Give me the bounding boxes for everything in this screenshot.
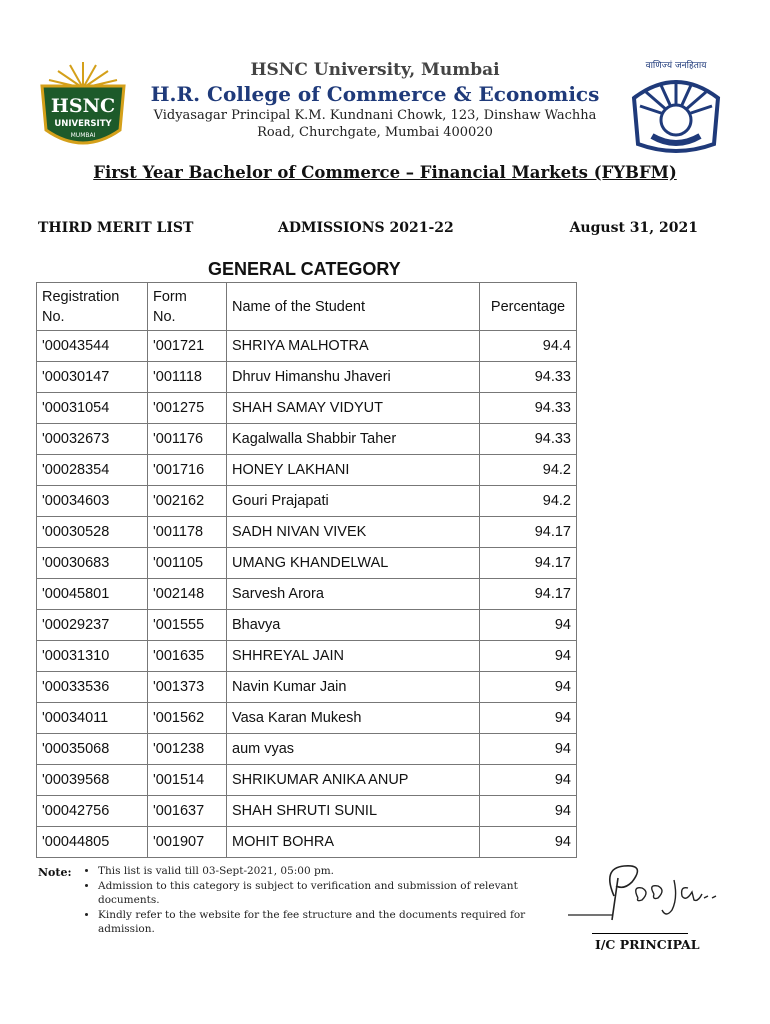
note-item: • Admission to this category is subject to verification and submission of relevant documents. (98, 879, 558, 907)
cell-student-name: UMANG KHANDELWAL (227, 548, 480, 579)
cell-form-no: '001373 (148, 672, 227, 703)
cell-form-no: '001716 (148, 455, 227, 486)
cell-form-no: '001176 (148, 424, 227, 455)
merit-list-title: THIRD MERIT LIST (38, 220, 194, 236)
table-header-row (37, 283, 577, 331)
header-reg-line2: No. (42, 308, 65, 325)
cell-student-name: SHAH SAMAY VIDYUT (227, 393, 480, 424)
cell-percentage: 94 (480, 703, 577, 734)
header-form-line2: No. (153, 308, 176, 325)
table-row (37, 393, 577, 424)
logo-text-hsnc: HSNC (50, 95, 116, 117)
cell-registration-no: '00039568 (37, 765, 148, 796)
emblem-motto: वाणिज्यं जनहिताय (645, 61, 707, 71)
cell-registration-no: '00031054 (37, 393, 148, 424)
list-date: August 31, 2021 (569, 220, 698, 236)
cell-percentage: 94.17 (480, 548, 577, 579)
cell-student-name: SHAH SHRUTI SUNIL (227, 796, 480, 827)
cell-registration-no: '00043544 (37, 331, 148, 362)
cell-percentage: 94 (480, 734, 577, 765)
cell-student-name: HONEY LAKHANI (227, 455, 480, 486)
cell-percentage: 94 (480, 672, 577, 703)
table-row (37, 734, 577, 765)
cell-percentage: 94.33 (480, 424, 577, 455)
category-heading: GENERAL CATEGORY (208, 259, 401, 279)
cell-percentage: 94.2 (480, 486, 577, 517)
cell-student-name: SHHREYAL JAIN (227, 641, 480, 672)
header-form-line1: Form (153, 288, 187, 305)
university-name: HSNC University, Mumbai (250, 60, 500, 80)
table-row (37, 455, 577, 486)
cell-form-no: '001118 (148, 362, 227, 393)
cell-percentage: 94.17 (480, 517, 577, 548)
table-row (37, 517, 577, 548)
cell-percentage: 94.4 (480, 331, 577, 362)
cell-form-no: '001555 (148, 610, 227, 641)
cell-form-no: '001178 (148, 517, 227, 548)
cell-percentage: 94 (480, 765, 577, 796)
cell-registration-no: '00034011 (37, 703, 148, 734)
header-percentage: Percentage (480, 283, 577, 331)
cell-registration-no: '00032673 (37, 424, 148, 455)
note-label: Note: (38, 866, 72, 879)
cell-registration-no: '00035068 (37, 734, 148, 765)
cell-percentage: 94.2 (480, 455, 577, 486)
cell-form-no: '002162 (148, 486, 227, 517)
cell-student-name: MOHIT BOHRA (227, 827, 480, 858)
cell-student-name: SHRIKUMAR ANIKA ANUP (227, 765, 480, 796)
table-row (37, 424, 577, 455)
table-row (37, 703, 577, 734)
cell-registration-no: '00028354 (37, 455, 148, 486)
cell-percentage: 94.33 (480, 362, 577, 393)
signatory-title: I/C PRINCIPAL (595, 937, 700, 952)
course-title: First Year Bachelor of Commerce – Financial Markets (FYBFM) (93, 163, 677, 182)
header-form-no (148, 283, 227, 331)
cell-form-no: '001105 (148, 548, 227, 579)
cell-registration-no: '00031310 (37, 641, 148, 672)
table-row (37, 548, 577, 579)
cell-form-no: '001562 (148, 703, 227, 734)
header-registration-no (37, 283, 148, 331)
table-row (37, 610, 577, 641)
cell-registration-no: '00030528 (37, 517, 148, 548)
cell-form-no: '001514 (148, 765, 227, 796)
cell-student-name: Navin Kumar Jain (227, 672, 480, 703)
notes-list (84, 864, 558, 937)
cell-percentage: 94 (480, 610, 577, 641)
cell-percentage: 94.17 (480, 579, 577, 610)
cell-percentage: 94 (480, 827, 577, 858)
logo-text-mumbai: MUMBAI (70, 132, 96, 139)
cell-form-no: '001907 (148, 827, 227, 858)
cell-student-name: Kagalwalla Shabbir Taher (227, 424, 480, 455)
cell-student-name: Sarvesh Arora (227, 579, 480, 610)
address-line-1: Vidyasagar Principal K.M. Kundnani Chowk, 123, Dinshaw Wachha (153, 108, 597, 123)
principal-signature (562, 858, 732, 928)
table-row (37, 579, 577, 610)
cell-form-no: '001721 (148, 331, 227, 362)
cell-percentage: 94 (480, 641, 577, 672)
cell-registration-no: '00030147 (37, 362, 148, 393)
cell-registration-no: '00042756 (37, 796, 148, 827)
merit-table-body (37, 331, 577, 858)
table-row (37, 486, 577, 517)
table-row (37, 796, 577, 827)
cell-registration-no: '00034603 (37, 486, 148, 517)
cell-student-name: SHRIYA MALHOTRA (227, 331, 480, 362)
cell-registration-no: '00033536 (37, 672, 148, 703)
cell-form-no: '001635 (148, 641, 227, 672)
cell-student-name: Gouri Prajapati (227, 486, 480, 517)
cell-percentage: 94 (480, 796, 577, 827)
cell-registration-no: '00030683 (37, 548, 148, 579)
table-row (37, 641, 577, 672)
cell-registration-no: '00044805 (37, 827, 148, 858)
admissions-year: ADMISSIONS 2021-22 (278, 220, 454, 236)
header-reg-line1: Registration (42, 288, 120, 305)
cell-form-no: '001637 (148, 796, 227, 827)
cell-form-no: '002148 (148, 579, 227, 610)
cell-form-no: '001275 (148, 393, 227, 424)
logo-text-university: UNIVERSITY (54, 119, 112, 129)
cell-registration-no: '00045801 (37, 579, 148, 610)
cell-student-name: Bhavya (227, 610, 480, 641)
table-row (37, 362, 577, 393)
signature-line (592, 933, 688, 934)
cell-registration-no: '00029237 (37, 610, 148, 641)
note-item: • Kindly refer to the website for the fee structure and the documents required for admission. (98, 908, 558, 936)
cell-student-name: Dhruv Himanshu Jhaveri (227, 362, 480, 393)
cell-student-name: Vasa Karan Mukesh (227, 703, 480, 734)
cell-form-no: '001238 (148, 734, 227, 765)
address-line-2: Road, Churchgate, Mumbai 400020 (257, 125, 493, 140)
table-row (37, 331, 577, 362)
cell-student-name: SADH NIVAN VIVEK (227, 517, 480, 548)
table-row (37, 765, 577, 796)
header-student-name: Name of the Student (227, 283, 480, 331)
hr-college-emblem (622, 58, 730, 158)
table-row (37, 672, 577, 703)
table-row (37, 827, 577, 858)
cell-percentage: 94.33 (480, 393, 577, 424)
note-item: • This list is valid till 03-Sept-2021, 05:00 pm. (98, 864, 558, 878)
merit-table (36, 282, 577, 858)
cell-student-name: aum vyas (227, 734, 480, 765)
college-name: H.R. College of Commerce & Economics (150, 82, 600, 106)
